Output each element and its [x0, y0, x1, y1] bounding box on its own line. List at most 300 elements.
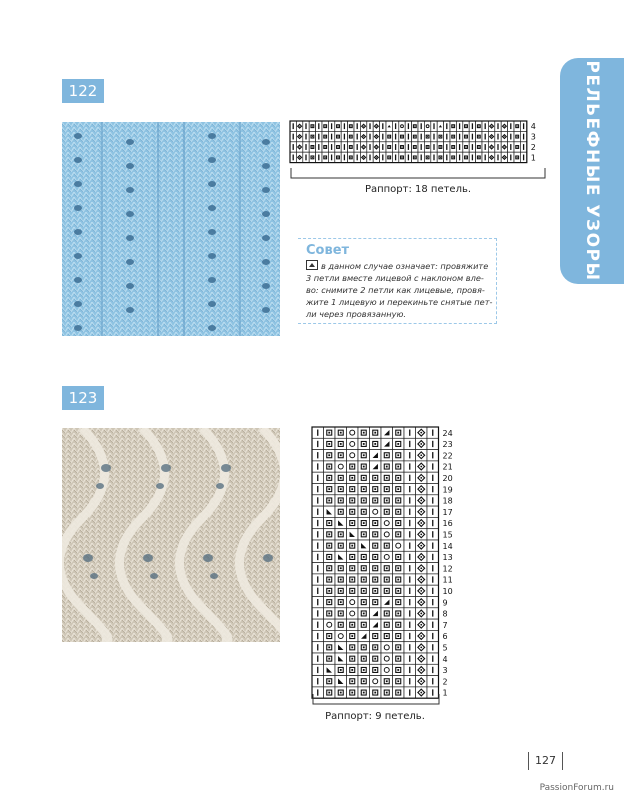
chart-cell [418, 131, 424, 141]
chart-cell [416, 495, 428, 506]
chart-cell [312, 563, 324, 574]
chart-cell [347, 438, 359, 449]
chart-cell [427, 642, 439, 653]
chart-cell [347, 619, 359, 630]
row-number-label: 17 [442, 507, 453, 517]
chart-cell [416, 529, 428, 540]
chart-cell [520, 152, 526, 162]
chart-cell [393, 427, 405, 438]
pattern-123-chart-row-8 [312, 608, 448, 619]
chart-cell [431, 121, 437, 131]
chart-cell [316, 142, 322, 152]
chart-cell [424, 142, 430, 152]
chart-cell [393, 551, 405, 562]
triangle-decrease-icon [306, 260, 318, 270]
chart-cell [427, 574, 439, 585]
chart-cell [335, 438, 347, 449]
chart-cell [370, 619, 382, 630]
tip-title: Совет [306, 243, 350, 258]
chart-cell [381, 585, 393, 596]
chart-cell [495, 121, 501, 131]
chart-cell [501, 121, 507, 131]
chart-cell [358, 427, 370, 438]
chart-cell [312, 597, 324, 608]
chart-cell [312, 529, 324, 540]
chart-cell [488, 121, 494, 131]
pattern-122-chart-row-3 [290, 131, 536, 141]
chart-cell [416, 653, 428, 664]
chart-cell [412, 142, 418, 152]
chart-cell [404, 427, 416, 438]
chart-cell [367, 142, 373, 152]
chart-cell [347, 608, 359, 619]
chart-cell [456, 142, 462, 152]
chart-cell [405, 121, 411, 131]
chart-cell [322, 142, 328, 152]
row-number-label: 23 [442, 440, 453, 450]
chart-cell [309, 121, 315, 131]
pattern-123-chart-row-6 [312, 630, 448, 641]
chart-cell [508, 142, 514, 152]
chart-cell [324, 438, 336, 449]
chart-cell [427, 664, 439, 675]
chart-cell [416, 619, 428, 630]
tip-text-body: в данном случае означает: провяжите 3 петли вместе лицевой с наклоном вле-во: снимите 2 петли как лицевые, провя-жите 1 лицевую и перекиньте снятые пет-ли через провязанную. [306, 261, 493, 319]
chart-cell [303, 131, 309, 141]
chart-cell [370, 506, 382, 517]
row-number-label: 8 [442, 609, 448, 619]
chart-cell [381, 597, 393, 608]
pattern-123-chart-row-20 [312, 472, 453, 483]
chart-cell [482, 121, 488, 131]
chart-cell [347, 574, 359, 585]
chart-cell [381, 574, 393, 585]
chart-cell [463, 131, 469, 141]
pattern-122-chart-row-1 [290, 152, 536, 162]
chart-cell [370, 427, 382, 438]
chart-cell [404, 472, 416, 483]
chart-cell [328, 131, 334, 141]
pattern-122-chart-row-2 [290, 142, 536, 152]
chart-cell [312, 438, 324, 449]
chart-cell [386, 121, 392, 131]
chart-cell [324, 563, 336, 574]
pattern-number-123: 123 [62, 386, 104, 410]
chart-cell [386, 142, 392, 152]
chart-cell [386, 152, 392, 162]
chart-cell [381, 472, 393, 483]
chart-cell [501, 152, 507, 162]
chart-cell [404, 574, 416, 585]
pattern-123-chart-row-12 [312, 563, 453, 574]
pattern-122-bracket [290, 168, 546, 180]
chart-cell [427, 630, 439, 641]
chart-cell [347, 461, 359, 472]
chart-cell [324, 676, 336, 687]
pattern-123-chart-row-4 [312, 653, 448, 664]
chart-cell [358, 551, 370, 562]
chart-cell [358, 597, 370, 608]
page-number: 127 [528, 752, 563, 770]
chart-cell [324, 653, 336, 664]
row-number-label: 4 [530, 122, 536, 132]
chart-cell [427, 472, 439, 483]
chart-cell [358, 461, 370, 472]
chart-cell [427, 585, 439, 596]
chart-cell [347, 585, 359, 596]
chart-cell [341, 121, 347, 131]
pattern-123-chart-row-17 [312, 506, 453, 517]
chart-cell [416, 427, 428, 438]
chart-cell [381, 551, 393, 562]
pattern-123-chart-row-19 [312, 484, 453, 495]
chart-cell [404, 585, 416, 596]
pattern-123-chart-row-9 [312, 597, 448, 608]
chart-cell [312, 461, 324, 472]
chart-cell [427, 608, 439, 619]
chart-cell [322, 131, 328, 141]
chart-cell [335, 574, 347, 585]
pattern-123-chart-row-3 [312, 664, 448, 675]
chart-cell [367, 131, 373, 141]
chart-cell [373, 152, 379, 162]
chart-cell [335, 484, 347, 495]
chart-cell [370, 495, 382, 506]
chart-cell [476, 152, 482, 162]
chart-cell [427, 619, 439, 630]
chart-cell [309, 142, 315, 152]
chart-cell [347, 653, 359, 664]
chart-cell [393, 653, 405, 664]
chart-cell [370, 585, 382, 596]
chart-cell [416, 585, 428, 596]
chart-cell [312, 664, 324, 675]
chart-cell [358, 484, 370, 495]
chart-cell [404, 461, 416, 472]
chart-cell [316, 131, 322, 141]
chart-cell [416, 438, 428, 449]
chart-cell [404, 506, 416, 517]
row-number-label: 6 [442, 632, 448, 642]
chart-cell [312, 495, 324, 506]
chart-cell [381, 563, 393, 574]
row-number-label: 5 [442, 643, 448, 653]
chart-cell [370, 517, 382, 528]
chart-cell [335, 630, 347, 641]
chart-cell [312, 517, 324, 528]
chart-cell [404, 438, 416, 449]
chart-cell [393, 608, 405, 619]
chart-cell [427, 461, 439, 472]
chart-cell [358, 653, 370, 664]
chart-cell [380, 152, 386, 162]
chart-cell [360, 131, 366, 141]
chart-cell [335, 642, 347, 653]
chart-cell [437, 131, 443, 141]
chart-cell [373, 131, 379, 141]
pattern-122-chart-row-4 [290, 121, 536, 131]
chart-cell [393, 495, 405, 506]
chart-cell [444, 152, 450, 162]
chart-cell [393, 450, 405, 461]
chart-cell [324, 506, 336, 517]
section-tab-label: РЕЛЬЕФНЫЕ УЗОРЫ [582, 60, 602, 282]
row-number-label: 13 [442, 553, 453, 563]
chart-cell [393, 664, 405, 675]
chart-cell [347, 450, 359, 461]
chart-cell [381, 540, 393, 551]
chart-cell [520, 142, 526, 152]
row-number-label: 21 [442, 462, 453, 472]
chart-cell [469, 142, 475, 152]
chart-cell [393, 506, 405, 517]
chart-cell [393, 461, 405, 472]
chart-cell [348, 142, 354, 152]
chart-cell [416, 676, 428, 687]
chart-cell [514, 121, 520, 131]
chart-cell [358, 495, 370, 506]
chart-cell [416, 540, 428, 551]
chart-cell [463, 152, 469, 162]
chart-cell [427, 484, 439, 495]
chart-cell [488, 131, 494, 141]
chart-cell [514, 131, 520, 141]
chart-cell [370, 484, 382, 495]
chart-cell [335, 121, 341, 131]
chart-cell [370, 529, 382, 540]
chart-cell [370, 597, 382, 608]
chart-cell [290, 121, 296, 131]
chart-cell [380, 142, 386, 152]
chart-cell [335, 506, 347, 517]
chart-cell [495, 131, 501, 141]
chart-cell [416, 608, 428, 619]
chart-cell [328, 142, 334, 152]
chart-cell [482, 142, 488, 152]
chart-cell [303, 142, 309, 152]
chart-cell [358, 438, 370, 449]
chart-cell [501, 142, 507, 152]
chart-cell [370, 472, 382, 483]
pattern-122-chart [290, 121, 560, 165]
chart-cell [296, 152, 302, 162]
chart-cell [444, 142, 450, 152]
chart-cell [296, 131, 302, 141]
chart-cell [427, 495, 439, 506]
chart-cell [358, 630, 370, 641]
chart-cell [335, 597, 347, 608]
chart-cell [508, 121, 514, 131]
chart-cell [404, 630, 416, 641]
chart-cell [303, 152, 309, 162]
chart-cell [416, 450, 428, 461]
chart-cell [335, 142, 341, 152]
chart-cell [412, 152, 418, 162]
row-number-label: 19 [442, 485, 453, 495]
chart-cell [373, 121, 379, 131]
chart-cell [404, 529, 416, 540]
chart-cell [370, 540, 382, 551]
chart-cell [347, 642, 359, 653]
chart-cell [360, 152, 366, 162]
chart-cell [450, 142, 456, 152]
chart-cell [404, 597, 416, 608]
chart-cell [347, 664, 359, 675]
chart-cell [508, 131, 514, 141]
chart-cell [348, 121, 354, 131]
chart-cell [427, 517, 439, 528]
chart-cell [393, 529, 405, 540]
chart-cell [312, 506, 324, 517]
chart-cell [324, 585, 336, 596]
chart-cell [405, 131, 411, 141]
chart-cell [392, 131, 398, 141]
row-number-label: 2 [442, 677, 448, 687]
chart-cell [404, 608, 416, 619]
chart-cell [347, 427, 359, 438]
chart-cell [404, 540, 416, 551]
chart-cell [290, 131, 296, 141]
chart-cell [370, 461, 382, 472]
chart-cell [335, 517, 347, 528]
chart-cell [404, 642, 416, 653]
pattern-123-bracket [312, 694, 440, 706]
chart-cell [393, 563, 405, 574]
chart-cell [358, 506, 370, 517]
chart-cell [495, 142, 501, 152]
chart-cell [370, 653, 382, 664]
chart-cell [312, 630, 324, 641]
chart-cell [335, 461, 347, 472]
chart-cell [324, 484, 336, 495]
row-number-label: 1 [530, 153, 536, 163]
chart-cell [444, 121, 450, 131]
tip-box [298, 238, 497, 324]
chart-cell [309, 152, 315, 162]
chart-cell [335, 608, 347, 619]
chart-cell [380, 121, 386, 131]
chart-cell [399, 142, 405, 152]
chart-cell [335, 152, 341, 162]
chart-cell [456, 152, 462, 162]
chart-cell [354, 142, 360, 152]
chart-cell [290, 142, 296, 152]
chart-cell [469, 121, 475, 131]
chart-cell [381, 676, 393, 687]
section-tab [560, 58, 624, 284]
chart-cell [404, 653, 416, 664]
watermark: PassionForum.ru [539, 783, 614, 793]
chart-cell [437, 142, 443, 152]
chart-cell [358, 642, 370, 653]
chart-cell [324, 619, 336, 630]
chart-cell [312, 653, 324, 664]
chart-cell [324, 427, 336, 438]
chart-cell [416, 472, 428, 483]
chart-cell [316, 152, 322, 162]
chart-cell [424, 152, 430, 162]
chart-cell [381, 664, 393, 675]
row-number-label: 3 [442, 666, 448, 676]
chart-cell [324, 472, 336, 483]
chart-cell [347, 563, 359, 574]
chart-cell [322, 152, 328, 162]
chart-cell [312, 619, 324, 630]
chart-cell [431, 152, 437, 162]
row-number-label: 22 [442, 451, 453, 461]
chart-cell [358, 563, 370, 574]
chart-cell [360, 142, 366, 152]
chart-cell [312, 427, 324, 438]
chart-cell [358, 585, 370, 596]
chart-cell [360, 121, 366, 131]
chart-cell [296, 121, 302, 131]
chart-cell [348, 152, 354, 162]
chart-cell [488, 142, 494, 152]
chart-cell [324, 664, 336, 675]
chart-cell [324, 529, 336, 540]
chart-cell [347, 551, 359, 562]
chart-cell [412, 121, 418, 131]
chart-cell [381, 619, 393, 630]
chart-cell [416, 563, 428, 574]
chart-cell [427, 653, 439, 664]
chart-cell [482, 131, 488, 141]
chart-cell [404, 619, 416, 630]
chart-cell [393, 642, 405, 653]
chart-cell [469, 152, 475, 162]
chart-cell [431, 142, 437, 152]
pattern-123-chart-row-7 [312, 619, 448, 630]
chart-cell [381, 427, 393, 438]
chart-cell [341, 131, 347, 141]
chart-cell [381, 653, 393, 664]
chart-cell [418, 121, 424, 131]
chart-cell [358, 619, 370, 630]
chart-cell [514, 152, 520, 162]
pattern-122-photo [62, 122, 280, 336]
chart-cell [508, 152, 514, 162]
chart-cell [463, 142, 469, 152]
chart-cell [450, 121, 456, 131]
chart-cell [367, 152, 373, 162]
chart-cell [381, 608, 393, 619]
chart-cell [358, 664, 370, 675]
chart-cell [393, 676, 405, 687]
chart-cell [427, 529, 439, 540]
chart-cell [312, 642, 324, 653]
chart-cell [328, 152, 334, 162]
chart-cell [324, 574, 336, 585]
pattern-123-chart-row-5 [312, 642, 448, 653]
chart-cell [381, 630, 393, 641]
chart-cell [393, 630, 405, 641]
chart-cell [312, 676, 324, 687]
chart-cell [358, 676, 370, 687]
row-number-label: 7 [442, 620, 448, 630]
chart-cell [370, 450, 382, 461]
chart-cell [416, 664, 428, 675]
chart-cell [399, 131, 405, 141]
chart-cell [324, 461, 336, 472]
pattern-123-chart [312, 427, 472, 697]
chart-cell [412, 131, 418, 141]
chart-cell [456, 121, 462, 131]
chart-cell [347, 495, 359, 506]
row-number-label: 14 [442, 541, 453, 551]
chart-cell [427, 450, 439, 461]
chart-cell [347, 472, 359, 483]
